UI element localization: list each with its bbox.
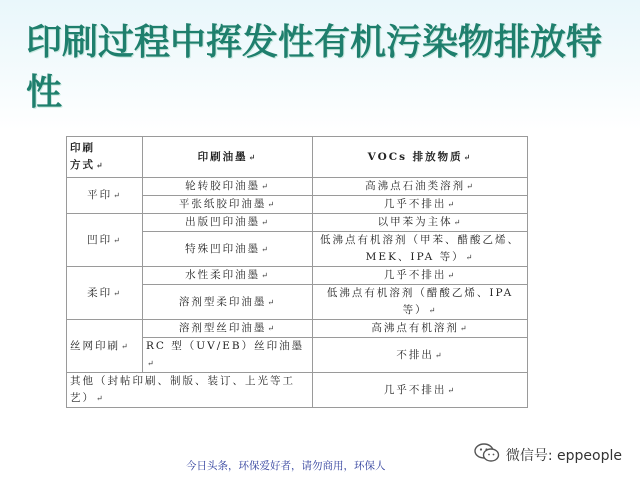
table-row [67, 373, 528, 408]
method-cell: 平印 ↵ [67, 178, 143, 214]
method-cell: 凹印 ↵ [67, 214, 143, 267]
wechat-watermark [474, 442, 622, 468]
table-row [67, 178, 528, 196]
voc-cell: 高沸点石油类溶剂 ↵ [313, 178, 528, 196]
method-cell: 其他（封帖印刷、制版、装订、上光等工艺） ↵ [67, 373, 313, 408]
voc-cell: 以甲苯为主体 ↵ [313, 214, 528, 232]
method-cell: 柔印 ↵ [67, 267, 143, 320]
header-ink: 印刷油墨 ↵ [143, 137, 313, 178]
table-row [67, 214, 528, 232]
voc-cell: 高沸点有机溶剂 ↵ [313, 320, 528, 338]
ink-cell: RC 型（UV/EB）丝印油墨 ↵ [143, 338, 313, 373]
voc-cell: 几乎不排出 ↵ [313, 196, 528, 214]
table-row [67, 320, 528, 338]
header-voc: VOCs 排放物质 ↵ [313, 137, 528, 178]
voc-cell: 低沸点有机溶剂（甲苯、醋酸乙烯、MEK、IPA 等） ↵ [313, 232, 528, 267]
wechat-icon [474, 442, 500, 468]
method-cell: 丝网印刷 ↵ [67, 320, 143, 373]
ink-cell: 溶剂型丝印油墨 ↵ [143, 320, 313, 338]
voc-cell: 几乎不排出 ↵ [313, 373, 528, 408]
slide-title: 印刷过程中挥发性有机污染物排放特性 [26, 22, 603, 113]
ink-cell: 轮转胶印油墨 ↵ [143, 178, 313, 196]
table-header-row [67, 137, 528, 178]
table-row [67, 267, 528, 285]
ink-cell: 溶剂型柔印油墨 ↵ [143, 285, 313, 320]
header-method: 印刷 方式 ↵ [67, 137, 143, 178]
footer-caption: 今日头条，环保爱好者，请勿商用，环保人 [186, 460, 386, 472]
ink-cell: 特殊凹印油墨 ↵ [143, 232, 313, 267]
voc-cell: 几乎不排出 ↵ [313, 267, 528, 285]
ink-cell: 水性柔印油墨 ↵ [143, 267, 313, 285]
voc-cell: 不排出 ↵ [313, 338, 528, 373]
ink-cell: 平张纸胶印油墨 ↵ [143, 196, 313, 214]
wechat-id: 微信号: eppeople [505, 448, 622, 464]
voc-cell: 低沸点有机溶剂（醋酸乙烯、IPA 等） ↵ [313, 285, 528, 320]
voc-table [66, 136, 528, 408]
ink-cell: 出版凹印油墨 ↵ [143, 214, 313, 232]
